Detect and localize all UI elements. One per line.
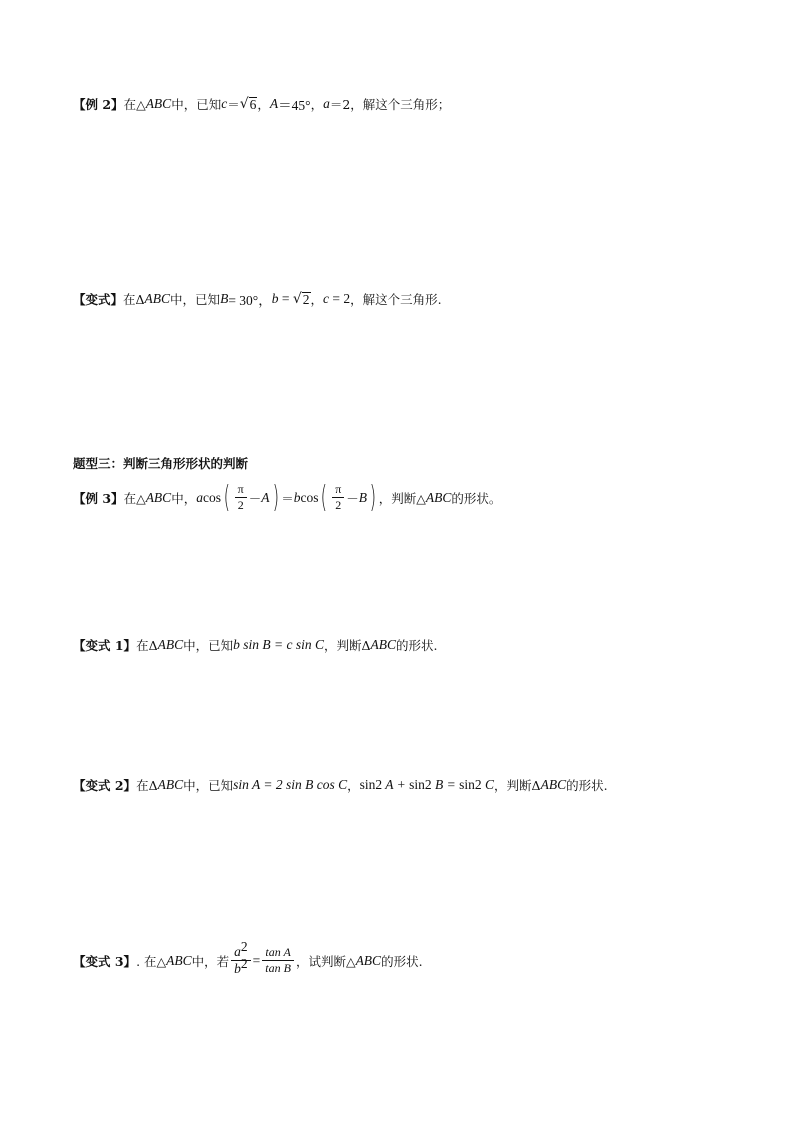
radicand: 2 [302,292,310,307]
right-paren-icon: ) [272,479,279,515]
var-a: a [196,489,203,505]
fraction-denominator: 2 [335,498,342,512]
text: 在Δ [136,638,158,653]
text: 在Δ [136,778,158,793]
left-paren-icon: ( [223,479,231,515]
radicand: 6 [249,97,257,112]
text: 在Δ [123,292,145,307]
triangle-name: ABC [425,489,452,505]
text: ，解这个三角形. [350,292,442,307]
example-2-line [73,94,450,114]
equation-part: A + [382,777,410,792]
variant-line [73,289,442,309]
fraction-denominator: 2 [237,498,244,512]
minus: － [346,490,359,506]
var-c: c [221,96,228,111]
triangle-name: ABC [540,777,567,792]
fraction [231,939,251,977]
equation-part: C [481,777,495,792]
radical-sign-icon: √ [239,96,249,112]
minus: － [248,490,262,506]
variant-3-line [73,939,423,977]
triangle-name: ABC [355,952,382,968]
text: 中，若 [191,953,230,969]
fraction-numerator: tan A [262,945,293,961]
exponent: 2 [240,939,248,954]
example-3-tag: 【例 3】 [73,490,124,506]
text: ， [310,97,324,112]
sin-text: sin [359,777,376,792]
sqrt-expression [240,97,258,111]
var-B: B [220,291,229,306]
sqrt-expression [293,292,311,306]
var-b: b [234,961,241,976]
text: = [278,291,293,306]
text: ，判断Δ [323,638,371,653]
equation-part: B = [431,777,460,792]
triangle-name: ABC [370,637,397,652]
section-title: 题型三：判断三角形形状的判断 [73,456,249,471]
var-a: a [234,944,241,959]
example-2-tag: 【例 2】 [73,97,124,112]
example-3-line [73,479,502,515]
variant-1-tag: 【变式 1】 [73,638,137,653]
text: 中，已知 [183,638,234,653]
variant-2-tag: 【变式 2】 [73,778,137,793]
var-c: c [323,291,330,306]
radical-sign-icon: √ [292,291,302,307]
text: 的形状. [396,638,438,653]
text: 的形状. [381,953,423,969]
exponent: 2 [240,956,248,971]
equals: = [252,952,261,968]
variant-3-tag: 【变式 3】 [73,953,137,969]
left-paren-icon: ( [321,479,328,515]
triangle-name: ABC [145,96,172,111]
equation: sin A = 2 sin B cos C [233,777,348,792]
cos-text: cos [202,489,221,505]
right-paren-icon: ) [369,479,377,515]
text: 中， [171,490,197,506]
text: 在△ [123,490,146,506]
text: ，试判断△ [295,953,356,969]
var-B: B [358,489,368,505]
text: ，判断△ [378,490,426,506]
fraction-numerator: π [332,482,344,498]
text: 在△ [123,97,146,112]
text: = 30°， [228,293,272,308]
text: ， [310,292,324,307]
triangle-name: ABC [166,952,192,968]
sin-text: sin [459,777,475,792]
text: 的形状. [566,778,608,793]
variant-2-line: 【变式 2】 在Δ ABC 中，已知 sin A = 2 sin B cos C ， sin 2 A + sin 2 B = sin 2 C ，判断Δ ABC 的形状. [73,777,608,793]
triangle-name: ABC [144,291,171,306]
variant-tag: 【变式】 [73,292,124,307]
triangle-name: ABC [157,777,184,792]
fraction-denominator [231,956,251,977]
text: 中，已知 [170,292,221,307]
var-a: a [323,96,330,111]
fraction-denominator: tan B [265,961,291,975]
text: = 2 [329,291,351,306]
text: ， [257,97,270,112]
text: ＝ [227,97,240,112]
fraction [262,945,294,976]
text: ＝45° [278,98,311,113]
triangle-name: ABC [157,637,184,652]
text: 中，已知 [171,97,222,112]
fraction [332,482,344,513]
fraction-numerator: π [235,482,247,498]
fraction [235,482,247,513]
text: . 在△ [136,953,167,969]
text: ， [347,778,360,793]
text: ＝2，解这个三角形； [329,97,451,112]
triangle-name: ABC [145,489,172,505]
text: ，判断Δ [494,778,541,793]
text: 的形状。 [451,490,502,506]
equation: b sin B = c sin C [233,637,324,652]
var-b: b [271,291,279,306]
equals: ＝ [281,490,294,506]
cos-text: cos [300,489,319,505]
var-A: A [261,489,270,505]
var-b: b [293,489,301,505]
sin-text: sin [409,777,425,792]
variant-1-line [73,636,438,654]
text: 中，已知 [183,778,234,793]
var-A: A [269,96,279,111]
